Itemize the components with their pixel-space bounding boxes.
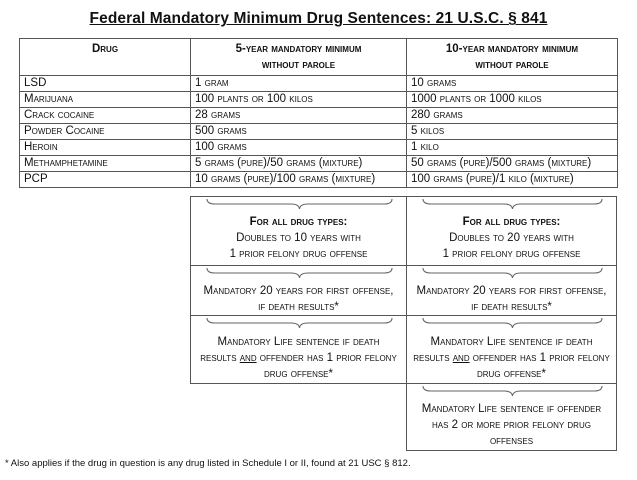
table-row [20,124,618,140]
five-year-cell: 100 plants or 100 kilos [191,92,407,108]
five-year-prior-line3: 1 prior felony drug offense [229,248,368,260]
five-year-prior-line1: For all drug types: [249,216,348,228]
ten-year-life-box [406,315,617,384]
five-year-prior-line2: Doubles to 10 years with [236,232,361,244]
five-year-life-box [190,315,407,384]
ten-year-death-box [406,265,617,316]
brace-icon [407,385,618,397]
ten-year-cell: 280 grams [407,108,618,124]
five-year-cell: 500 grams [191,124,407,140]
five-year-cell: 5 grams (pure)/50 grams (mixture) [191,156,407,172]
five-year-life-line3: drug offense* [263,368,333,380]
ten-year-prior-felony-box [406,196,617,266]
ten-year-cell: 100 grams (pure)/1 kilo (mixture) [407,172,618,188]
ten-year-two-priors-line2: has 2 or more prior felony drug [432,419,591,431]
drug-cell: PCP [20,172,191,188]
header-ten-year [407,39,618,76]
table-header-row [20,39,618,76]
header-ten-year-line2: without parole [475,59,549,71]
five-year-cell: 10 grams (pure)/100 grams (mixture) [191,172,407,188]
ten-year-life-line1: Mandatory Life sentence if death [430,336,593,348]
header-drug: Drug [20,39,191,76]
five-year-cell: 100 grams [191,140,407,156]
page-title: Federal Mandatory Minimum Drug Sentences: 21 U.S.C. § 841 [89,10,548,27]
drug-cell: Heroin [20,140,191,156]
table-row [20,172,618,188]
ten-year-cell: 50 grams (pure)/500 grams (mixture) [407,156,618,172]
ten-year-two-priors-box [406,383,617,451]
drug-cell: LSD [20,76,191,92]
ten-year-death-line2: if death results* [471,301,552,313]
ten-year-cell: 5 kilos [407,124,618,140]
table-row [20,76,618,92]
ten-year-death-line1: Mandatory 20 years for first offense, [416,285,607,297]
brace-icon [191,267,408,279]
brace-icon [407,198,618,210]
five-year-life-line2: results and offender has 1 prior felony [200,352,397,364]
header-five-year [191,39,407,76]
ten-year-life-line2: results and offender has 1 prior felony [413,352,610,364]
header-five-year-line1: 5-year mandatory minimum [235,43,362,55]
table-row [20,140,618,156]
footnote: * Also applies if the drug in question is any drug listed in Schedule I or II, found at 21 USC § 812. [5,458,411,469]
brace-icon [407,267,618,279]
five-year-cell: 1 gram [191,76,407,92]
table-row [20,92,618,108]
table-row [20,108,618,124]
brace-icon [407,317,618,329]
five-year-life-line1: Mandatory Life sentence if death [217,336,380,348]
five-year-death-line1: Mandatory 20 years for first offense, [203,285,394,297]
five-year-death-line2: if death results* [258,301,339,313]
sentences-table [19,38,618,188]
ten-year-cell: 1 kilo [407,140,618,156]
drug-cell: Marijuana [20,92,191,108]
brace-icon [191,198,408,210]
header-ten-year-line1: 10-year mandatory minimum [445,43,579,55]
ten-year-two-priors-line1: Mandatory Life sentence if offender [421,403,602,415]
header-five-year-line2: without parole [261,59,336,71]
five-year-cell: 28 grams [191,108,407,124]
table-row [20,156,618,172]
ten-year-prior-line2: Doubles to 20 years with [449,232,574,244]
five-year-death-box [190,265,407,316]
drug-cell: Powder Cocaine [20,124,191,140]
ten-year-prior-line3: 1 prior felony drug offense [442,248,581,260]
ten-year-prior-line1: For all drug types: [462,216,561,228]
ten-year-cell: 10 grams [407,76,618,92]
five-year-prior-felony-box [190,196,407,266]
brace-icon [191,317,408,329]
ten-year-two-priors-line3: offenses [489,435,534,447]
drug-cell: Crack cocaine [20,108,191,124]
ten-year-life-line3: drug offense* [476,368,546,380]
ten-year-cell: 1000 plants or 1000 kilos [407,92,618,108]
drug-cell: Methamphetamine [20,156,191,172]
